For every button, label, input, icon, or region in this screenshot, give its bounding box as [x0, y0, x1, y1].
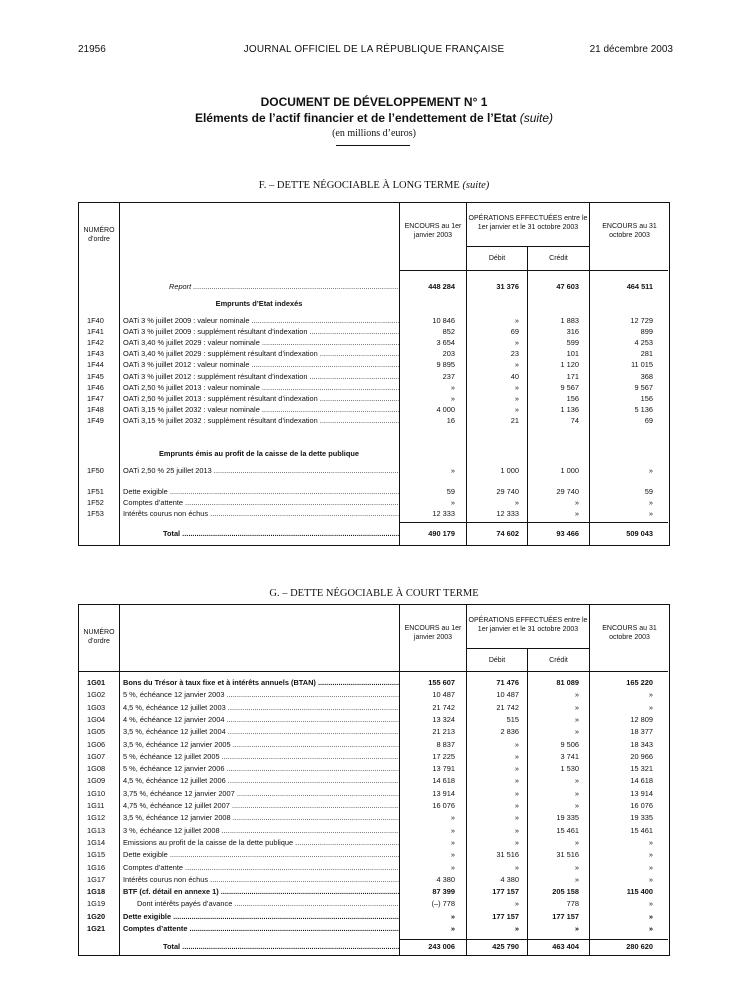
table-row — [79, 714, 668, 725]
row-v3: » — [574, 788, 579, 798]
row-v1: 155 607 — [428, 678, 455, 687]
col-header-credit: Crédit — [549, 255, 568, 262]
row-v3: 316 — [566, 327, 579, 337]
row-code: 1F42 — [87, 338, 104, 348]
row-label: OATi 2,50 % juillet 2013 : supplément résultant d’indexation ..... — [123, 393, 399, 404]
row-v2: » — [514, 862, 519, 872]
row-v2: 177 157 — [492, 887, 519, 897]
row-code: 1G15 — [87, 850, 106, 860]
table-row — [79, 763, 668, 774]
table-row — [79, 382, 668, 393]
table-long-term-debt — [78, 202, 670, 546]
row-v1: » — [450, 813, 455, 823]
row-code: 1F44 — [87, 360, 104, 370]
row-v4: 115 400 — [626, 887, 653, 897]
row-v3: 177 157 — [552, 911, 579, 921]
row-label: BTF (cf. détail en annexe 1) ..... — [123, 886, 399, 897]
row-code: 1G19 — [87, 899, 106, 909]
row-v1: » — [450, 393, 455, 403]
row-v3: » — [574, 727, 579, 737]
table-row — [79, 726, 668, 737]
row-v1: » — [450, 382, 455, 392]
row-code: 1F50 — [87, 466, 104, 475]
table-row — [79, 677, 668, 688]
row-v2: 69 — [510, 327, 519, 337]
table-row — [79, 315, 668, 326]
title-divider — [336, 145, 410, 146]
row-label: 5 %, échéance 12 juillet 2005 ..... — [123, 751, 399, 762]
issue-date: 21 décembre 2003 — [589, 44, 673, 55]
row-v3: 156 — [566, 393, 579, 403]
row-v4: 12 809 — [630, 714, 653, 724]
row-code: 1G02 — [87, 690, 106, 700]
row-v3: 1 530 — [560, 764, 579, 774]
page-header — [0, 44, 748, 60]
row-v1: 10 846 — [432, 316, 455, 325]
row-v4: 18 377 — [630, 727, 653, 737]
header-divider — [399, 270, 668, 271]
row-code: 1G10 — [87, 788, 106, 798]
row-v1: 13 791 — [432, 764, 455, 774]
table-row — [79, 393, 668, 404]
row-v3: 205 158 — [552, 887, 579, 897]
row-label: OATi 3 % juillet 2012 : supplément résultant d’indexation ..... — [123, 371, 399, 382]
row-v4: 156 — [640, 393, 653, 403]
table-row — [79, 497, 668, 508]
row-v2: » — [514, 751, 519, 761]
row-code: 1F46 — [87, 382, 104, 392]
header-divider — [466, 246, 589, 247]
row-label: 3,5 %, échéance 12 janvier 2008 ..... — [123, 812, 399, 823]
table-row — [79, 702, 668, 713]
table-row — [79, 837, 668, 848]
row-label: Bons du Trésor à taux fixe et à intérêts annuels (BTAN) ..... — [123, 677, 399, 688]
row-v4: » — [648, 924, 653, 933]
row-v2: » — [514, 360, 519, 370]
row-v1: 13 324 — [432, 714, 455, 724]
row-v1: 16 076 — [432, 801, 455, 810]
total-row — [79, 941, 668, 952]
row-v2: » — [514, 788, 519, 798]
table-row — [79, 775, 668, 786]
table-row — [79, 337, 668, 348]
row-v1: » — [450, 498, 455, 508]
row-v4: » — [648, 690, 653, 700]
row-code: 1G21 — [87, 924, 106, 933]
table-row — [79, 486, 668, 497]
row-v1: 4 000 — [436, 404, 455, 414]
col-header-debit: Débit — [488, 255, 506, 262]
row-v2: 4 380 — [500, 874, 519, 884]
row-v3: 101 — [566, 349, 579, 359]
row-label: 3,5 %, échéance 12 janvier 2005 ..... — [123, 739, 399, 750]
row-v4: 13 914 — [630, 788, 653, 798]
row-v4: » — [648, 509, 653, 519]
row-v3: 29 740 — [556, 487, 579, 496]
row-label: OATi 3 % juillet 2009 : supplément résultant d’indexation ..... — [123, 326, 399, 337]
row-v3: 31 516 — [556, 850, 579, 860]
row-label: 5 %, échéance 12 janvier 2003 ..... — [123, 689, 399, 700]
col-header-encours-end: ENCOURS au 31 octobre 2003 — [602, 223, 657, 239]
table-row — [79, 825, 668, 836]
row-v4: 281 — [640, 349, 653, 359]
row-v4: 59 — [644, 487, 653, 496]
table-row — [79, 751, 668, 762]
table-row — [79, 404, 668, 415]
row-v1: 21 742 — [432, 702, 455, 712]
total-row — [79, 528, 668, 539]
total-divider — [399, 522, 668, 523]
section-g-title: G. – DETTE NÉGOCIABLE À COURT TERME — [269, 588, 479, 599]
row-v1: 21 213 — [432, 727, 455, 737]
col-header-operations: OPÉRATIONS EFFECTUÉES entre le 1er janvier et le 31 octobre 2003 — [468, 617, 588, 633]
row-label: Dette exigible ..... — [123, 849, 399, 860]
row-v4: 16 076 — [630, 801, 653, 810]
table-row — [79, 788, 668, 799]
row-label: Comptes d’attente ..... — [123, 497, 399, 508]
row-v2: 21 — [510, 415, 519, 425]
row-v3: 778 — [566, 899, 579, 909]
row-v1: 4 380 — [436, 874, 455, 884]
row-v3: 1 136 — [560, 404, 579, 414]
row-v4: » — [648, 837, 653, 847]
row-code: 1G05 — [87, 727, 106, 737]
document-title: DOCUMENT DE DÉVELOPPEMENT N° 1 — [260, 95, 488, 109]
row-v2: 21 742 — [496, 702, 519, 712]
row-v4: 15 321 — [630, 764, 653, 774]
row-code: 1F51 — [87, 487, 104, 496]
row-v2: 23 — [510, 349, 519, 359]
row-v3: 74 — [570, 415, 579, 425]
row-v4: 899 — [640, 327, 653, 337]
report-v2: 31 376 — [496, 282, 519, 291]
row-v3: 1 883 — [560, 316, 579, 325]
row-v2: » — [514, 776, 519, 786]
row-label: OATi 3,15 % juillet 2032 : valeur nominale ..... — [123, 404, 399, 415]
col-header-encours-start: ENCOURS au 1er janvier 2003 — [404, 625, 462, 641]
row-code: 1G07 — [87, 751, 106, 761]
row-v3: 3 741 — [560, 751, 579, 761]
row-label: Comptes d’attente ..... — [123, 923, 399, 934]
row-label: OATi 3,15 % juillet 2032 : supplément résultant d’indexation ..... — [123, 415, 399, 426]
row-v4: » — [648, 911, 653, 921]
row-code: 1F40 — [87, 316, 104, 325]
report-label: Report ..... — [123, 281, 399, 292]
row-v2: » — [514, 899, 519, 909]
section-f-title — [0, 180, 748, 191]
total-v1: 243 006 — [428, 942, 455, 951]
row-code: 1F53 — [87, 509, 104, 519]
row-v1: » — [450, 837, 455, 847]
row-code: 1F45 — [87, 371, 104, 381]
subheading-indexed: Emprunts d’Etat indexés — [215, 299, 303, 308]
row-v3: » — [574, 801, 579, 810]
row-v2: 12 333 — [496, 509, 519, 519]
row-label: OATi 3 % juillet 2009 : valeur nominale ..... — [123, 315, 399, 326]
row-v2: » — [514, 382, 519, 392]
row-v1: » — [450, 924, 455, 933]
row-v2: 10 487 — [496, 690, 519, 700]
row-v3: 15 461 — [556, 825, 579, 835]
row-v1: » — [450, 466, 455, 475]
row-v3: » — [574, 874, 579, 884]
row-code: 1F43 — [87, 349, 104, 359]
row-v3: » — [574, 498, 579, 508]
row-v2: » — [514, 825, 519, 835]
row-code: 1G16 — [87, 862, 106, 872]
row-label: 3,5 %, échéance 12 juillet 2004 ..... — [123, 726, 399, 737]
row-v2: 29 740 — [496, 487, 519, 496]
row-v4: » — [648, 862, 653, 872]
row-v2: 515 — [506, 714, 519, 724]
row-code: 1G12 — [87, 813, 106, 823]
row-code: 1F52 — [87, 498, 104, 508]
row-code: 1G04 — [87, 714, 106, 724]
row-v4: 11 015 — [630, 360, 653, 370]
row-label: Intérêts courus non échus ..... — [123, 874, 399, 885]
row-code: 1G11 — [87, 801, 105, 810]
row-label: 4,75 %, échéance 12 juillet 2007 ..... — [123, 800, 399, 811]
row-v3: 81 089 — [556, 678, 579, 687]
table-short-term-debt — [78, 604, 670, 956]
report-v4: 464 511 — [626, 282, 653, 291]
row-v1: 12 333 — [432, 509, 455, 519]
table-row — [79, 508, 668, 519]
row-code: 1G09 — [87, 776, 106, 786]
row-v2: 2 836 — [500, 727, 519, 737]
row-v1: 16 — [446, 415, 455, 425]
table-row — [79, 886, 668, 897]
table-row — [79, 689, 668, 700]
document-subtitle — [0, 111, 748, 125]
document-subtitle-text: Eléments de l’actif financier et de l’endettement de l’Etat — [194, 111, 517, 125]
row-v4: 368 — [640, 371, 653, 381]
row-v2: » — [514, 924, 519, 933]
total-label: Total ..... — [123, 528, 399, 539]
row-v4: 19 335 — [630, 813, 653, 823]
row-v3: 599 — [566, 338, 579, 348]
row-v4: 4 253 — [634, 338, 653, 348]
row-label: OATi 3,40 % juillet 2029 : supplément résultant d’indexation ..... — [123, 348, 399, 359]
row-label: OATi 2,50 % 25 juillet 2013 ..... — [123, 465, 399, 476]
table-row — [79, 326, 668, 337]
row-v3: » — [574, 924, 579, 933]
document-units: (en millions d’euros) — [332, 128, 416, 139]
row-code: 1G17 — [87, 874, 106, 884]
row-v3: » — [574, 509, 579, 519]
total-divider — [399, 939, 668, 940]
row-v2: 177 157 — [492, 911, 519, 921]
row-v1: 9 895 — [436, 360, 455, 370]
row-v2: » — [514, 764, 519, 774]
row-label: OATi 3 % juillet 2012 : valeur nominale ..... — [123, 359, 399, 370]
col-header-numero: NUMÉRO d’ordre — [83, 629, 115, 645]
total-v1: 490 179 — [428, 529, 455, 538]
section-f-title-text: F. – DETTE NÉGOCIABLE À LONG TERME — [258, 180, 460, 191]
row-code: 1F47 — [87, 393, 104, 403]
row-v1: » — [450, 862, 455, 872]
row-v4: 18 343 — [630, 739, 653, 749]
row-v1: 87 399 — [432, 887, 455, 897]
table-row — [79, 800, 668, 811]
document-subtitle-suffix: (suite) — [519, 111, 554, 125]
row-v3: 1 120 — [560, 360, 579, 370]
row-code: 1F41 — [87, 327, 104, 337]
header-divider — [79, 671, 668, 672]
row-v2: » — [514, 404, 519, 414]
row-v3: » — [574, 837, 579, 847]
table-row — [79, 874, 668, 885]
row-v2: » — [514, 813, 519, 823]
table-row — [79, 371, 668, 382]
col-header-credit: Crédit — [549, 657, 568, 664]
table-row — [79, 862, 668, 873]
row-v3: » — [574, 862, 579, 872]
table-row — [79, 348, 668, 359]
table-row — [79, 465, 668, 476]
journal-title: JOURNAL OFFICIEL DE LA RÉPUBLIQUE FRANÇAISE — [243, 44, 505, 55]
row-v3: » — [574, 714, 579, 724]
row-v4: » — [648, 498, 653, 508]
row-v1: 8 837 — [436, 739, 455, 749]
row-v1: 14 618 — [432, 776, 455, 786]
row-label: OATi 3,40 % juillet 2029 : valeur nominale ..... — [123, 337, 399, 348]
total-v3: 93 466 — [556, 529, 579, 538]
row-label: Dette exigible ..... — [123, 911, 399, 922]
row-label: Emissions au profit de la caisse de la dette publique ..... — [123, 837, 399, 848]
col-header-encours-end: ENCOURS au 31 octobre 2003 — [602, 625, 657, 641]
row-v4: 12 729 — [630, 316, 653, 325]
row-v4: » — [648, 850, 653, 860]
row-v2: » — [514, 338, 519, 348]
row-v3: » — [574, 702, 579, 712]
row-code: 1G08 — [87, 764, 106, 774]
total-label: Total ..... — [123, 941, 399, 952]
row-v2: » — [514, 739, 519, 749]
table-row — [79, 898, 668, 909]
row-v4: » — [648, 702, 653, 712]
row-v1: 3 654 — [436, 338, 455, 348]
row-label: Comptes d’attente ..... — [123, 862, 399, 873]
row-v3: 19 335 — [556, 813, 579, 823]
report-v3: 47 603 — [556, 282, 579, 291]
header-divider — [466, 648, 589, 649]
total-v4: 509 043 — [626, 529, 653, 538]
row-v1: 10 487 — [432, 690, 455, 700]
row-v4: 15 461 — [630, 825, 653, 835]
row-v2: » — [514, 837, 519, 847]
row-label: Dette exigible ..... — [123, 486, 399, 497]
row-v3: 9 506 — [560, 739, 579, 749]
row-label: OATi 2,50 % juillet 2013 : valeur nominale ..... — [123, 382, 399, 393]
subheading-caisse: Emprunts émis au profit de la caisse de la dette publique — [158, 449, 359, 458]
row-v2: 71 476 — [496, 678, 519, 687]
total-v2: 425 790 — [492, 942, 519, 951]
row-v1: 852 — [442, 327, 455, 337]
col-header-numero: NUMÉRO d’ordre — [83, 227, 115, 243]
table-row — [79, 911, 668, 922]
col-header-encours-start: ENCOURS au 1er janvier 2003 — [404, 223, 462, 239]
row-code: 1G03 — [87, 702, 106, 712]
row-v4: 5 136 — [634, 404, 653, 414]
row-v4: 9 567 — [634, 382, 653, 392]
row-code: 1G01 — [87, 678, 106, 687]
report-v1: 448 284 — [428, 282, 455, 291]
row-v2: 1 000 — [500, 466, 519, 475]
row-v1: 237 — [442, 371, 455, 381]
row-v4: » — [648, 899, 653, 909]
row-v4: » — [648, 874, 653, 884]
table-row — [79, 812, 668, 823]
row-label: Dont intérêts payés d’avance ..... — [123, 898, 399, 909]
row-label: 3 %, échéance 12 juillet 2008 ..... — [123, 825, 399, 836]
row-label: 4,5 %, échéance 12 juillet 2006 ..... — [123, 775, 399, 786]
row-v3: 171 — [566, 371, 579, 381]
row-code: 1G13 — [87, 825, 106, 835]
row-label: Intérêts courus non échus ..... — [123, 508, 399, 519]
row-v2: » — [514, 498, 519, 508]
total-v4: 280 620 — [626, 942, 653, 951]
table-row — [79, 923, 668, 934]
section-f-title-suffix: (suite) — [462, 180, 490, 191]
row-v3: » — [574, 690, 579, 700]
row-code: 1G06 — [87, 739, 106, 749]
total-v3: 463 404 — [552, 942, 579, 951]
row-v3: 9 567 — [560, 382, 579, 392]
row-v4: 165 220 — [626, 678, 653, 687]
page-number: 21956 — [78, 44, 106, 55]
row-label: 4,5 %, échéance 12 juillet 2003 ..... — [123, 702, 399, 713]
table-row — [79, 359, 668, 370]
row-v1: » — [450, 850, 455, 860]
row-v3: » — [574, 776, 579, 786]
row-v1: 203 — [442, 349, 455, 359]
row-v1: » — [450, 911, 455, 921]
col-header-operations: OPÉRATIONS EFFECTUÉES entre le 1er janvier et le 31 octobre 2003 — [468, 215, 588, 231]
row-v4: » — [648, 466, 653, 475]
col-header-debit: Débit — [488, 657, 506, 664]
table-row — [79, 849, 668, 860]
row-code: 1G18 — [87, 887, 106, 897]
row-v1: » — [450, 825, 455, 835]
row-code: 1F48 — [87, 404, 104, 414]
row-v2: » — [514, 801, 519, 810]
row-code: 1G14 — [87, 837, 106, 847]
row-code: 1F49 — [87, 415, 104, 425]
row-v2: 31 516 — [496, 850, 519, 860]
row-v1: (–) 778 — [431, 899, 455, 909]
table-row — [79, 739, 668, 750]
row-label: 4 %, échéance 12 janvier 2004 ..... — [123, 714, 399, 725]
report-row — [79, 281, 668, 292]
row-v1: 59 — [446, 487, 455, 496]
row-code: 1G20 — [87, 911, 106, 921]
row-v1: 13 914 — [432, 788, 455, 798]
table-row — [79, 415, 668, 426]
row-v2: » — [514, 393, 519, 403]
row-v1: 17 225 — [432, 751, 455, 761]
row-v4: 69 — [644, 415, 653, 425]
row-v2: » — [514, 316, 519, 325]
row-v4: 14 618 — [630, 776, 653, 786]
row-label: 5 %, échéance 12 janvier 2006 ..... — [123, 763, 399, 774]
total-v2: 74 602 — [496, 529, 519, 538]
row-v2: 40 — [510, 371, 519, 381]
row-label: 3,75 %, échéance 12 janvier 2007 ..... — [123, 788, 399, 799]
row-v3: 1 000 — [560, 466, 579, 475]
row-v4: 20 966 — [630, 751, 653, 761]
